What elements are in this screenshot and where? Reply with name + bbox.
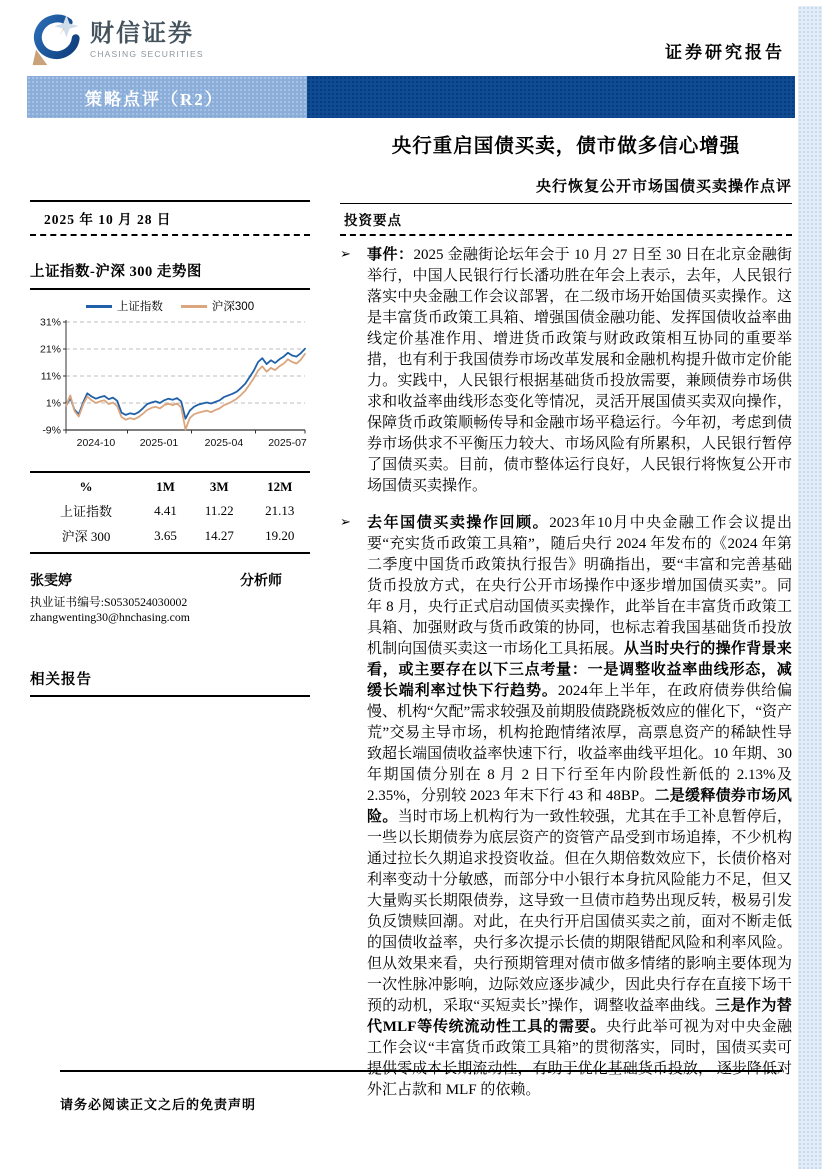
analyst-license: 执业证书编号:S0530524030002 <box>30 595 188 609</box>
svg-text:-9%: -9% <box>42 424 61 437</box>
page-header <box>30 12 785 74</box>
company-logo <box>30 12 204 68</box>
divider <box>30 695 310 697</box>
report-title: 央行重启国债买卖，债市做多信心增强 <box>391 136 741 157</box>
table-cell: 19.20 <box>265 527 295 543</box>
svg-text:2024-10: 2024-10 <box>76 437 116 449</box>
svg-text:2025-04: 2025-04 <box>204 437 244 449</box>
bullet-item <box>340 245 792 497</box>
legend-line-swatch <box>86 305 112 308</box>
performance-table-body <box>30 498 310 553</box>
analyst-email: zhangwenting30@hnchasing.com <box>30 610 190 625</box>
logo-name-cn: 财信证券 <box>90 20 194 48</box>
main-column <box>340 203 792 1117</box>
trend-chart-svg <box>30 316 310 450</box>
svg-text:31%: 31% <box>39 316 61 329</box>
report-subtitle: 央行恢复公开市场国债买卖操作点评 <box>535 179 792 195</box>
divider <box>30 288 310 290</box>
related-reports-title: 相关报告 <box>30 671 92 688</box>
table-row <box>30 498 310 523</box>
table-cell: 沪深 300 <box>61 529 111 544</box>
table-cell: 11.22 <box>204 502 234 518</box>
legend-item <box>181 298 254 314</box>
chart-legend <box>30 298 310 314</box>
footer-divider <box>60 1070 782 1072</box>
logo-swoosh-icon <box>30 12 82 68</box>
table-cell: 4.41 <box>154 502 177 518</box>
footer-disclaimer: 请务必阅读正文之后的免责声明 <box>60 1097 257 1112</box>
perf-col-header: % <box>79 479 93 494</box>
logo-name-en: CHASING SECURITIES <box>90 48 204 59</box>
legend-label: 沪深300 <box>211 301 255 313</box>
bullet-text: 事件：2025 金融街论坛年会于 10 月 27 日至 30 日在北京金融街举行，中国人民银行行长潘功胜在年会上表示，去年，人民银行落实中央金融工作会议部署，在二级市场开始国债买卖操作。这是丰富货币政策工具箱、增强国债金融功能、发挥国债收益率曲线定价基准作用、增进货币政策与财政政策相互协同的重要举措，也有利于我国债券市场改革发展和金融机构提升做市定价能力。实践中，人民银行根据基础货币投放需要，兼顾债券市场供求和收益率曲线形态变化等情况，灵活开展国债买卖双向操作，保障货币政策顺畅传导和金融市场平稳运行。今年初，考虑到债券市场供求不平衡压力较大、市场风险有所累积，人民银行暂停了国债买卖。目前，债市整体运行良好，人民银行将恢复公开市场国债买卖操作。 <box>367 247 792 494</box>
perf-col-header: 1M <box>156 479 175 494</box>
performance-table <box>30 471 310 554</box>
analyst-row <box>30 570 310 590</box>
svg-text:21%: 21% <box>39 343 61 356</box>
analyst-block <box>30 570 310 626</box>
bullet-marker-icon: ➢ <box>340 246 351 261</box>
table-cell: 上证指数 <box>59 504 112 519</box>
report-type-label: 证券研究报告 <box>665 43 785 62</box>
trend-chart <box>30 298 310 455</box>
bullet-list <box>340 245 792 1101</box>
bullet-marker-icon: ➢ <box>340 514 351 529</box>
analyst-role: 分析师 <box>240 574 282 589</box>
perf-col-header: 3M <box>209 479 229 494</box>
legend-label: 上证指数 <box>116 301 163 313</box>
svg-text:11%: 11% <box>40 370 61 383</box>
bullet-item <box>340 513 792 1101</box>
divider-dashed <box>340 234 792 236</box>
svg-text:2025-07: 2025-07 <box>268 437 307 449</box>
decorative-side-strip <box>798 6 822 1169</box>
section-title: 投资要点 <box>344 213 402 228</box>
svg-text:2025-01: 2025-01 <box>139 437 179 449</box>
legend-item <box>86 298 163 314</box>
table-row <box>30 523 310 553</box>
category-banner-right <box>307 76 795 118</box>
title-zone <box>340 130 792 196</box>
performance-table-header-row <box>30 472 310 498</box>
bullet-text: 去年国债买卖操作回顾。2023年10月中央金融工作会议提出要“充实货币政策工具箱”，随后央行 2024 年发布的《2024 年第二季度中国货币政策执行报告》明确指出，要“丰富和完善基础货币投放方式，在央行公开市场操作中逐步增加国债买卖”。同年 8 月，央行正式启动国债买卖操作，此举旨在丰富货币政策工具箱、加强财政与货币政策的协同，也标志着我国基础货币投放机制向国债买卖这一市场化工具拓展。从当时央行的操作背景来看，或主要存在以下三点考量：一是调整收益率曲线形态，减缓长端利率过快下行趋势。2024年上半年，在政府债券供给偏慢、机构“欠配”需求较强及前期股债跷跷板效应的催化下，“资产荒”交易主导市场，机构抢跑情绪浓厚，高票息资产的稀缺性导致超长端国债收益率快速下行，收益率曲线平坦化。10 年期、30 年期国债分别在 8 月 2 日下行至年内阶段性新低的 2.13%及 2.35%，分别较 2023 年末下行 43 和 48BP。二是缓释债券市场风险。当时市场上机构行为一致性较强，尤其在手工补息暂停后，一些以长期债券为底层资产的资管产品受到市场追捧，不少机构通过拉长久期追求投资收益。但在久期倍数效应下，长债价格对利率变动十分敏感，而部分中小银行本身抗风险能力不足，但又大量购买长期限债券，这导致一旦债市趋势出现反转，极易引发负反馈赎回潮。对此，在央行开启国债买卖之前，面对不断走低的国债收益率，央行多次提示长债的期限错配风险和利率风险。但从效果来看，央行预期管理对债市做多情绪的影响主要体现为一次性脉冲影响，边际效应逐步减少，因此央行存在直接下场干预的动机，采取“买短卖长”操作，调整收益率曲线。三是作为替代MLF等传统流动性工具的需要。央行此举可视为对中央金融工作会议“丰富货币政策工具箱”的贯彻落实，同时，国债买卖可提供零成本长期流动性，有助于优化基础货币投放， 逐步降低对外汇占款和 MLF 的依赖。 <box>367 515 792 1098</box>
category-banner-left <box>27 76 307 118</box>
legend-line-swatch <box>181 305 207 308</box>
left-column <box>30 200 310 697</box>
analyst-name: 张雯婷 <box>30 574 72 589</box>
perf-col-header: 12M <box>267 479 293 494</box>
report-date: 2025 年 10 月 28 日 <box>44 212 172 227</box>
category-label: 策略点评（R2） <box>85 89 224 109</box>
logo-text <box>90 21 204 58</box>
chart-title: 上证指数-沪深 300 走势图 <box>30 264 202 280</box>
table-cell: 14.27 <box>204 527 234 543</box>
table-cell: 3.65 <box>154 527 177 543</box>
table-cell: 21.13 <box>265 502 295 518</box>
category-banner <box>27 76 795 118</box>
svg-text:1%: 1% <box>45 397 61 410</box>
analyst-meta <box>30 595 310 626</box>
divider-dashed <box>30 234 310 236</box>
